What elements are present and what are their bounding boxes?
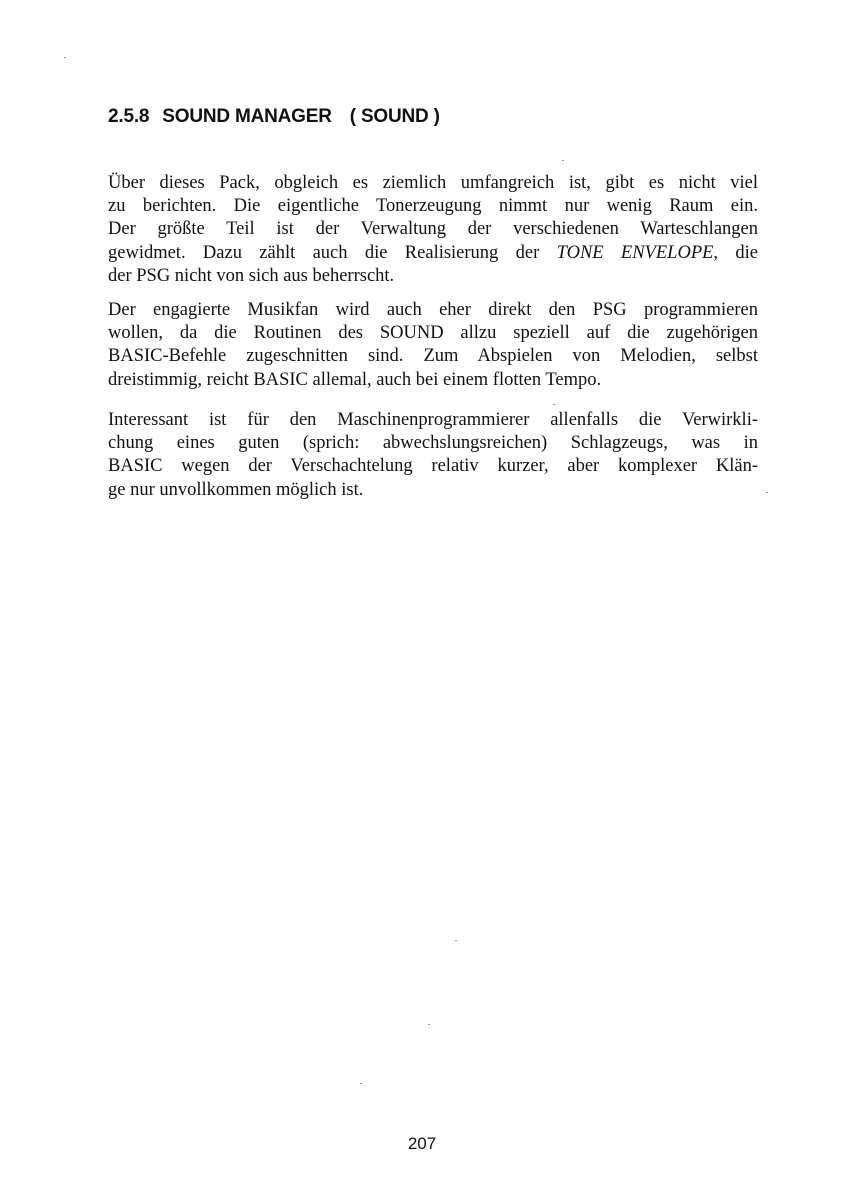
text-line: BASIC-Befehle zugeschnitten sind. Zum Abspielen von Melodien, selbst bbox=[108, 346, 758, 367]
text-line: BASIC wegen der Verschachtelung relativ kurzer, aber komplexer Klän- bbox=[108, 456, 758, 477]
paragraph-schlagzeug bbox=[108, 409, 758, 502]
scan-speck bbox=[360, 1083, 362, 1084]
page-number: 207 bbox=[407, 1134, 437, 1153]
scan-speck bbox=[553, 404, 555, 405]
section-abbreviation: ( SOUND ) bbox=[349, 106, 440, 127]
section-title: SOUND MANAGER bbox=[162, 106, 332, 127]
scan-speck bbox=[766, 492, 768, 493]
text-line: Über dieses Pack, obgleich es ziemlich umfangreich ist, gibt es nicht viel bbox=[108, 173, 758, 193]
text-line: ge nur unvollkommen möglich ist. bbox=[108, 479, 364, 500]
paragraph-intro bbox=[108, 172, 758, 288]
text-line: der PSG nicht von sich aus beherrscht. bbox=[108, 265, 395, 286]
paragraph-musikfan bbox=[108, 299, 758, 392]
section-number: 2.5.8 bbox=[108, 106, 150, 127]
section-heading bbox=[108, 106, 440, 128]
text-line: Der engagierte Musikfan wird auch eher direkt den PSG programmieren bbox=[108, 300, 758, 320]
scan-speck bbox=[562, 160, 564, 161]
scan-speck bbox=[455, 940, 457, 941]
text-line: wollen, da die Routinen des SOUND allzu speziell auf die zugehörigen bbox=[108, 323, 758, 344]
text-line: zu berichten. Die eigentliche Tonerzeugung nimmt nur wenig Raum ein. bbox=[108, 196, 758, 217]
scan-speck bbox=[64, 57, 66, 58]
text-line: Der größte Teil ist der Verwaltung der verschiedenen Warteschlangen bbox=[108, 219, 758, 240]
tone-envelope-term: TONE ENVELOPE bbox=[556, 242, 714, 263]
text-line: gewidmet. Dazu zählt auch die Realisierung der TONE ENVELOPE, die bbox=[108, 242, 758, 263]
scan-speck bbox=[428, 1024, 430, 1025]
text-line: Interessant ist für den Maschinenprogrammierer allenfalls die Verwirkli- bbox=[108, 410, 758, 430]
text-line: chung eines guten (sprich: abwechslungsreichen) Schlagzeugs, was in bbox=[108, 433, 758, 454]
text-line: dreistimmig, reicht BASIC allemal, auch bei einem flotten Tempo. bbox=[108, 369, 602, 390]
